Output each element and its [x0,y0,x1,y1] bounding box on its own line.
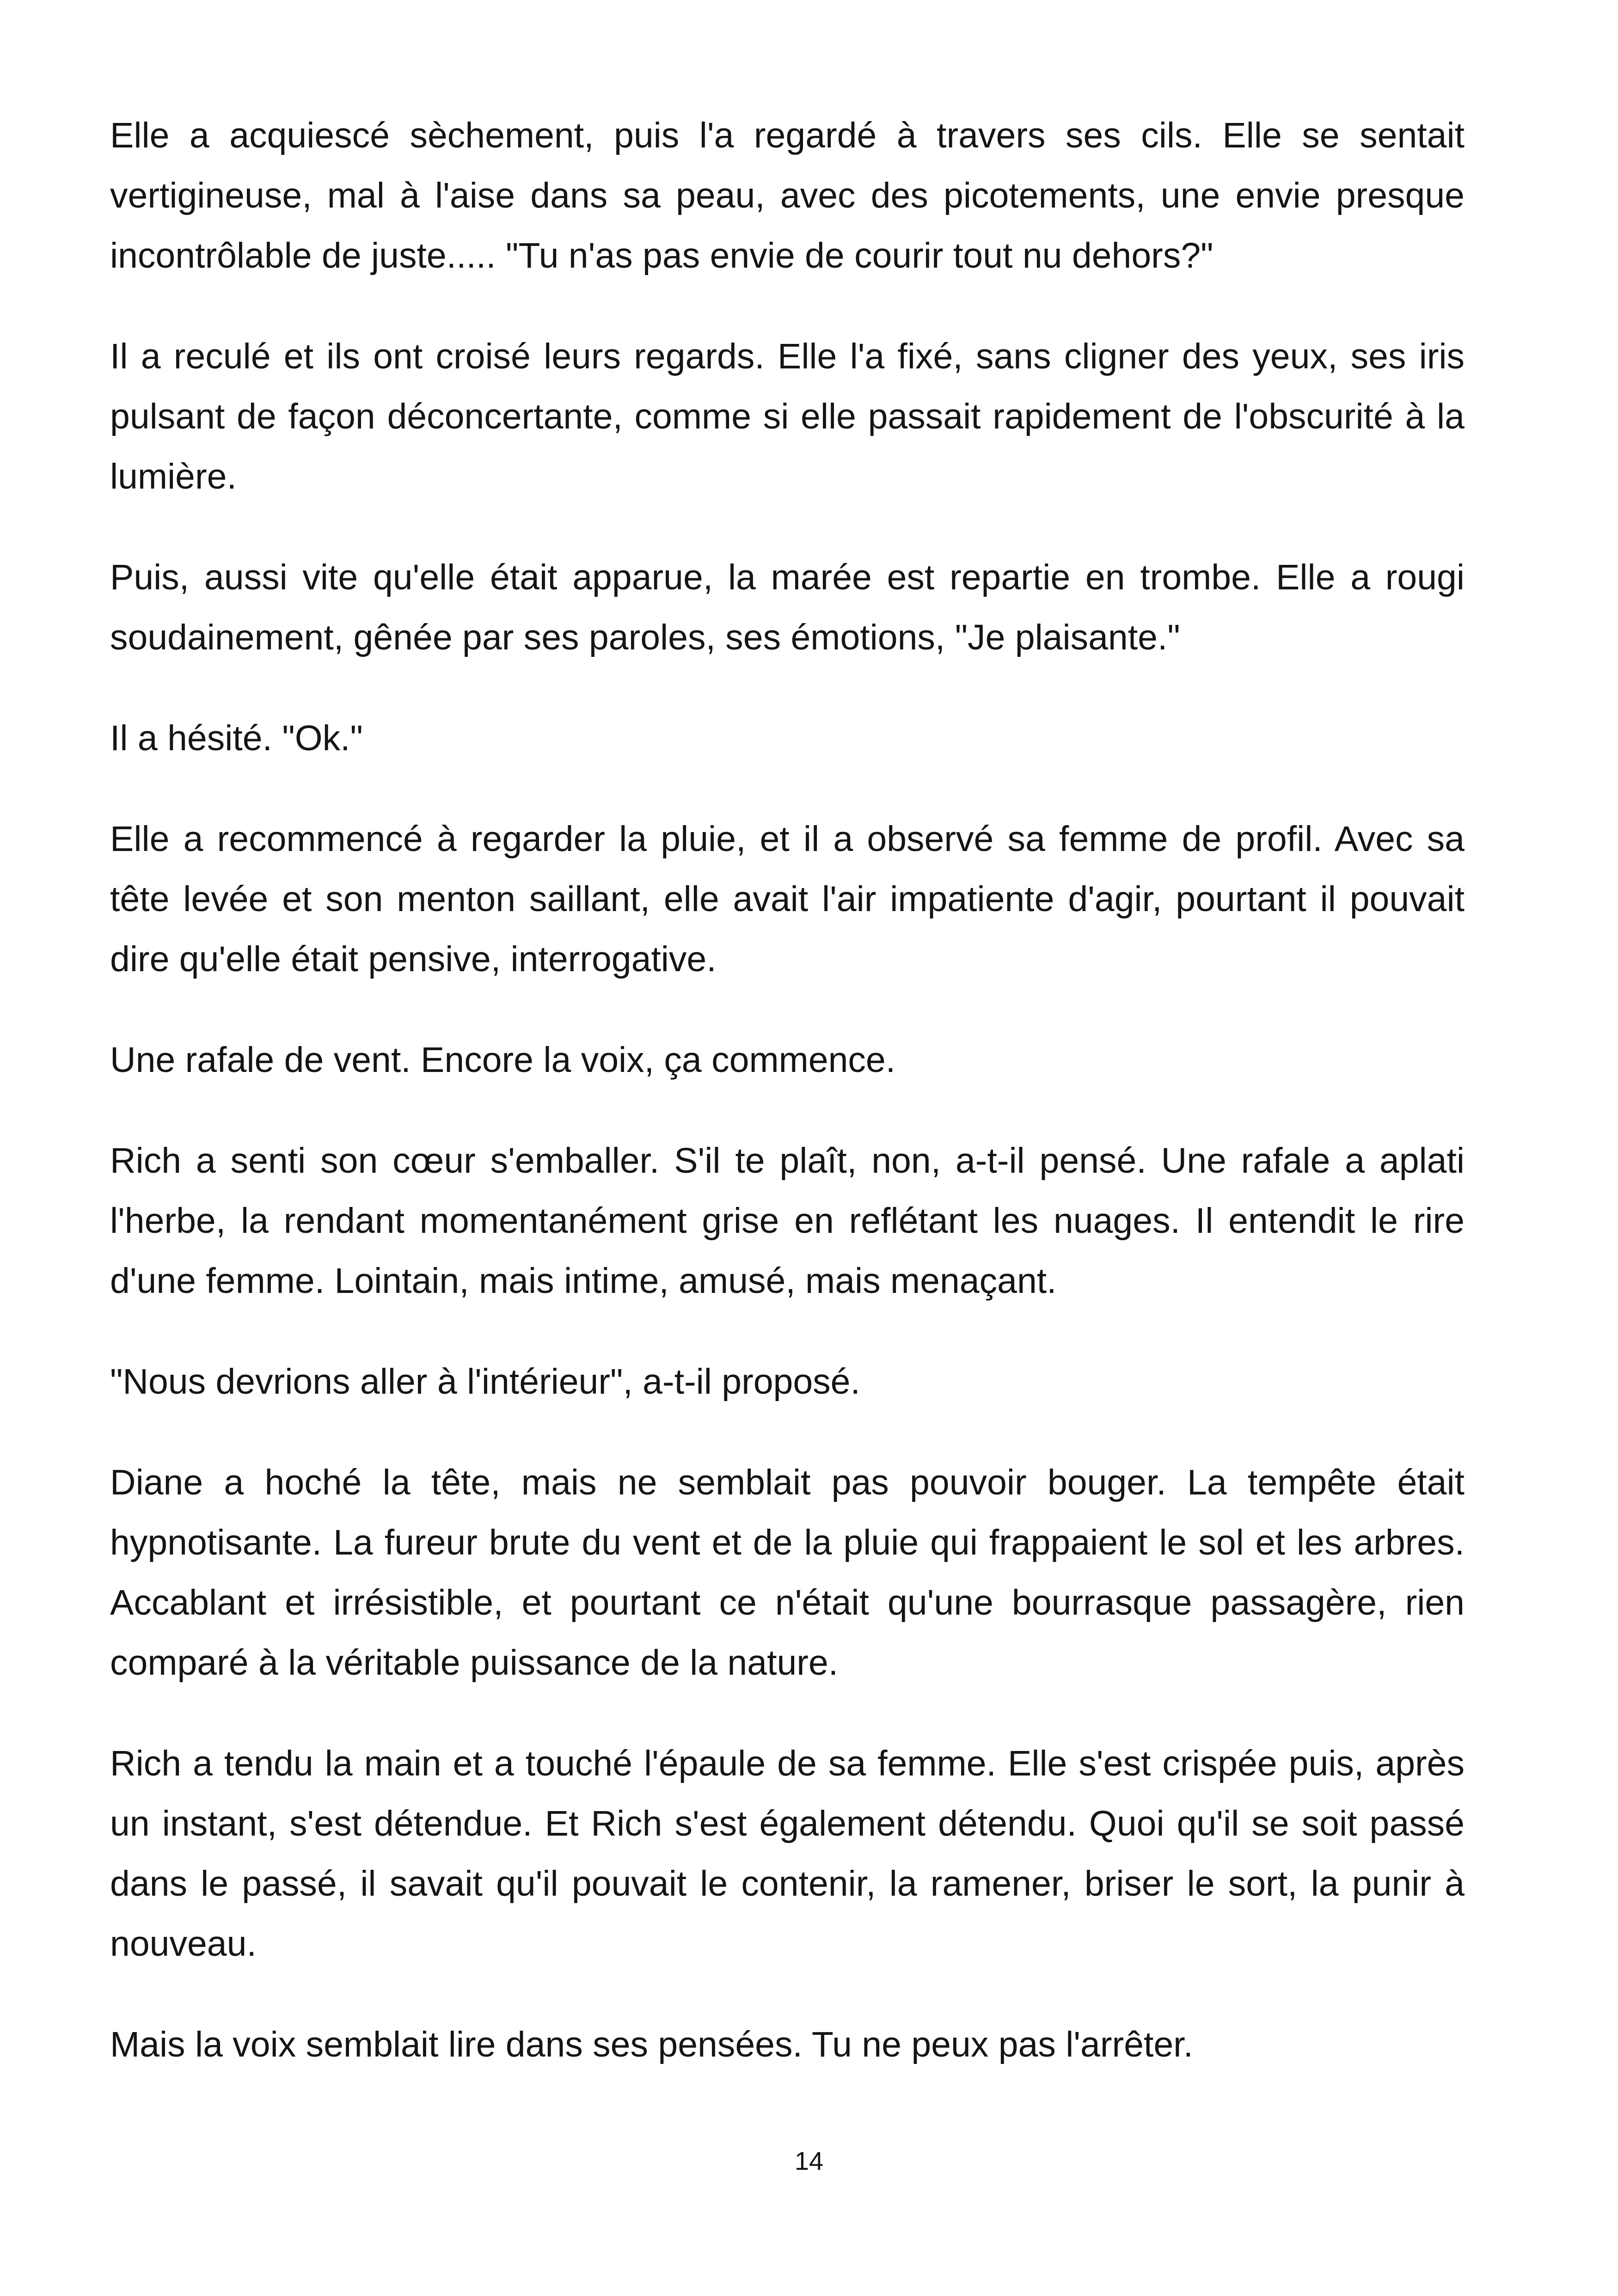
paragraph-9: Diane a hoché la tête, mais ne semblait pas pouvoir bouger. La tempête était hypnotisante. La fureur brute du vent et de la pluie qui frappaient le sol et les arbres. Accablant et irrésistible, et pourtant ce n'était qu'une bourrasque passagère, rien comparé à la véritable puissance de la nature. [110,1463,1465,1683]
paragraph-3: Puis, aussi vite qu'elle était apparue, la marée est repartie en trombe. Elle a rougi soudainement, gênée par ses paroles, ses émotions, "Je plaisante." [110,557,1465,657]
paragraph-5: Elle a recommencé à regarder la pluie, et il a observé sa femme de profil. Avec sa tête levée et son menton saillant, elle avait l'air impatiente d'agir, pourtant il pouvait dire qu'elle était pensive, interrogative. [110,819,1465,979]
paragraph-11: Mais la voix semblait lire dans ses pensées. Tu ne peux pas l'arrêter. [110,2025,1193,2064]
paragraph-8: "Nous devrions aller à l'intérieur", a-t-il proposé. [110,1362,860,1402]
body-text [110,105,1465,2075]
paragraph-6: Une rafale de vent. Encore la voix, ça commence. [110,1040,896,1080]
paragraph-10: Rich a tendu la main et a touché l'épaule de sa femme. Elle s'est crispée puis, après un instant, s'est détendue. Et Rich s'est également détendu. Quoi qu'il se soit passé dans le passé, il savait qu'il pouvait le contenir, la ramener, briser le sort, la punir à nouveau. [110,1744,1465,1964]
paragraph-7: Rich a senti son cœur s'emballer. S'il te plaît, non, a-t-il pensé. Une rafale a aplati l'herbe, la rendant momentanément grise en reflétant les nuages. Il entendit le rire d'une femme. Lointain, mais intime, amusé, mais menaçant. [110,1141,1465,1301]
paragraph-2: Il a reculé et ils ont croisé leurs regards. Elle l'a fixé, sans cligner des yeux, ses iris pulsant de façon déconcertante, comme si elle passait rapidement de l'obscurité à la lumière. [110,337,1465,496]
paragraph-4: Il a hésité. "Ok." [110,718,363,758]
paragraph-1: Elle a acquiescé sèchement, puis l'a regardé à travers ses cils. Elle se sentait vertigineuse, mal à l'aise dans sa peau, avec des picotements, une envie presque incontrôlable de juste..... "Tu n'as pas envie de courir tout nu dehors?" [110,116,1465,276]
page-number: 14 [794,2146,824,2175]
